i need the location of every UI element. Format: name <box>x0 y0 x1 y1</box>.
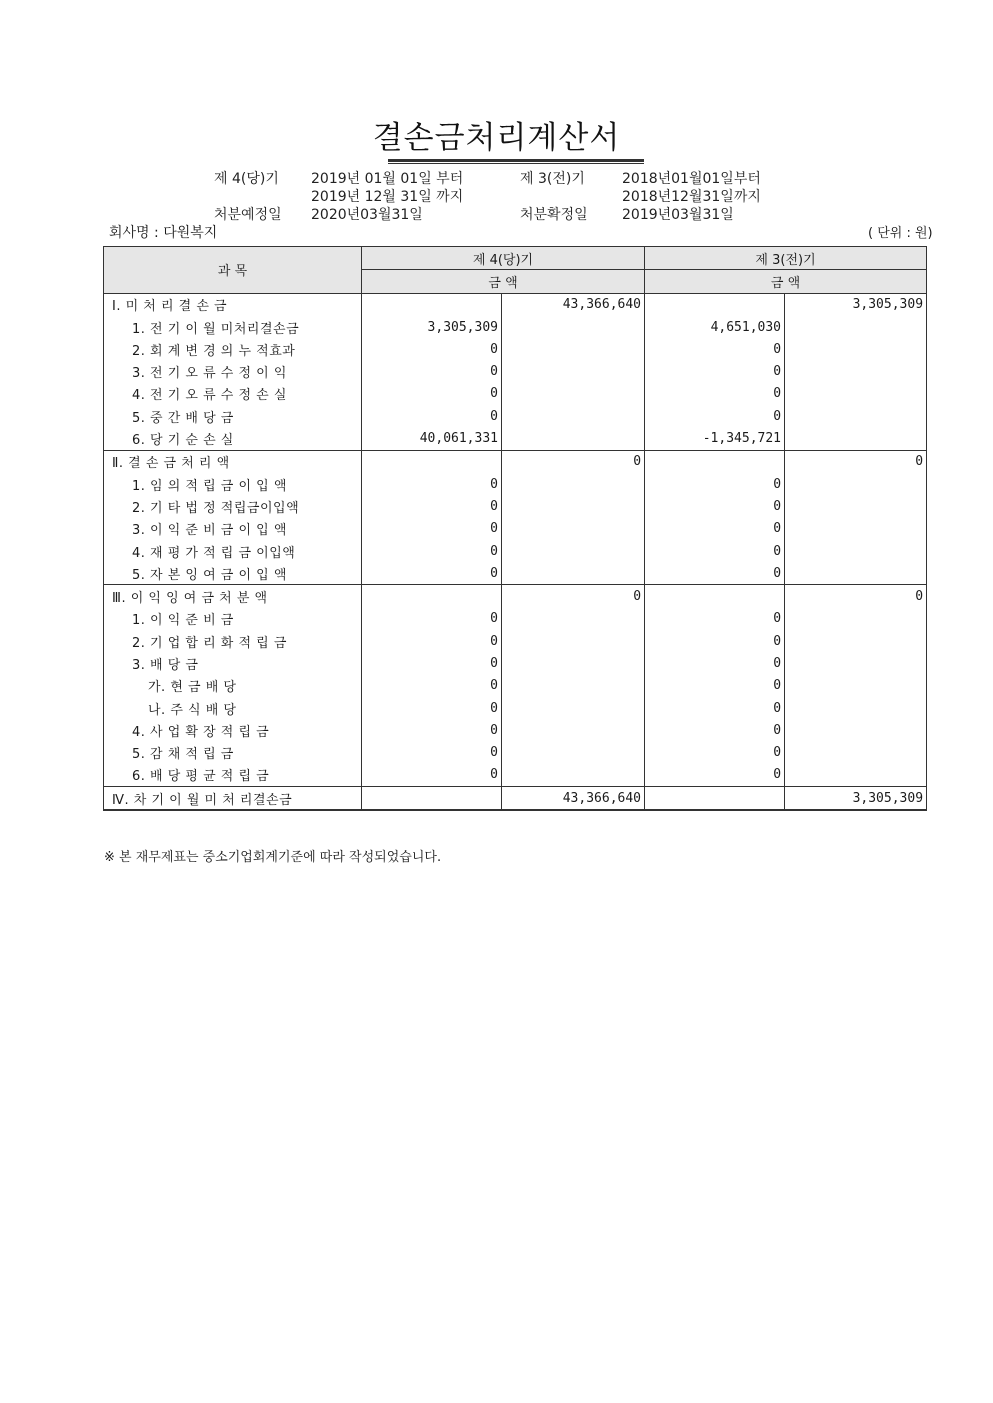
current-sub-amount <box>362 787 502 811</box>
prior-total-amount <box>785 652 927 674</box>
current-disposal-date: 2020년03월31일 <box>311 207 423 223</box>
current-total-amount <box>502 742 645 764</box>
row-label: 2. 기 타 법 정 적립금이입액 <box>104 495 362 517</box>
row-label: 2. 기 업 합 리 화 적 립 금 <box>104 630 362 652</box>
prior-total-amount: 0 <box>785 450 927 473</box>
current-total-amount <box>502 473 645 495</box>
prior-sub-amount: 0 <box>645 518 785 540</box>
prior-total-amount <box>785 405 927 427</box>
row-label: Ⅲ. 이 익 잉 여 금 처 분 액 <box>104 585 362 608</box>
prior-total-amount <box>785 697 927 719</box>
current-period-from: 2019년 01월 01일 부터 <box>311 171 464 187</box>
current-total-amount <box>502 405 645 427</box>
table-row <box>104 316 927 338</box>
row-label: 1. 전 기 이 월 미처리결손금 <box>104 316 362 338</box>
statement-table <box>103 246 927 811</box>
row-label: 3. 전 기 오 류 수 정 이 익 <box>104 360 362 382</box>
prior-total-amount <box>785 608 927 630</box>
current-amount-header: 금 액 <box>362 270 645 293</box>
current-sub-amount: 0 <box>362 495 502 517</box>
prior-total-amount <box>785 719 927 741</box>
prior-total-amount <box>785 675 927 697</box>
footnote: ※ 본 재무제표는 중소기업회계기준에 따라 작성되었습니다. <box>104 850 442 865</box>
prior-sub-amount: -1,345,721 <box>645 427 785 450</box>
prior-total-amount <box>785 383 927 405</box>
current-total-amount <box>502 697 645 719</box>
table-row <box>104 293 927 316</box>
row-label: Ⅱ. 결 손 금 처 리 액 <box>104 450 362 473</box>
table-row <box>104 540 927 562</box>
prior-sub-amount: 0 <box>645 697 785 719</box>
current-total-amount <box>502 518 645 540</box>
current-total-amount <box>502 427 645 450</box>
row-label: 5. 자 본 잉 여 금 이 입 액 <box>104 562 362 585</box>
current-sub-amount: 0 <box>362 473 502 495</box>
table-row <box>104 562 927 585</box>
current-sub-amount <box>362 585 502 608</box>
current-sub-amount: 0 <box>362 518 502 540</box>
col-subject-header: 과 목 <box>104 247 362 294</box>
prior-sub-amount: 0 <box>645 562 785 585</box>
current-sub-amount: 0 <box>362 764 502 787</box>
prior-total-amount <box>785 495 927 517</box>
prior-total-amount <box>785 562 927 585</box>
col-current-header: 제 4(당)기 <box>362 247 645 270</box>
row-label: 6. 배 당 평 균 적 립 금 <box>104 764 362 787</box>
current-total-amount <box>502 338 645 360</box>
company-name: 회사명 : 다원복지 <box>109 225 218 241</box>
current-total-amount <box>502 383 645 405</box>
title-underline <box>388 159 644 162</box>
table-row <box>104 585 927 608</box>
current-disposal-label: 처분예정일 <box>214 207 282 223</box>
table-header-row <box>104 247 927 270</box>
current-sub-amount: 0 <box>362 630 502 652</box>
row-label: 1. 임 의 적 립 금 이 입 액 <box>104 473 362 495</box>
prior-period-from: 2018년01월01일부터 <box>622 171 761 187</box>
table-row <box>104 608 927 630</box>
table-row <box>104 338 927 360</box>
title-underline-thin <box>388 163 644 164</box>
prior-total-amount <box>785 518 927 540</box>
table-row <box>104 630 927 652</box>
current-total-amount <box>502 764 645 787</box>
row-label: 4. 재 평 가 적 립 금 이입액 <box>104 540 362 562</box>
row-label: 3. 배 당 금 <box>104 652 362 674</box>
prior-total-amount <box>785 630 927 652</box>
row-label: 5. 감 채 적 립 금 <box>104 742 362 764</box>
document-title: 결손금처리계산서 <box>372 120 621 156</box>
prior-total-amount <box>785 316 927 338</box>
prior-sub-amount: 0 <box>645 405 785 427</box>
table-row <box>104 764 927 787</box>
prior-sub-amount <box>645 585 785 608</box>
table-row <box>104 652 927 674</box>
current-period-label: 제 4(당)기 <box>214 171 279 187</box>
current-total-amount <box>502 608 645 630</box>
table-row <box>104 427 927 450</box>
prior-sub-amount: 0 <box>645 383 785 405</box>
row-label: 나. 주 식 배 당 <box>104 697 362 719</box>
current-total-amount <box>502 719 645 741</box>
table-row <box>104 360 927 382</box>
current-total-amount: 0 <box>502 585 645 608</box>
prior-sub-amount: 0 <box>645 652 785 674</box>
prior-period-label: 제 3(전)기 <box>520 171 585 187</box>
current-sub-amount: 3,305,309 <box>362 316 502 338</box>
current-total-amount: 0 <box>502 450 645 473</box>
current-sub-amount <box>362 450 502 473</box>
prior-disposal-date: 2019년03월31일 <box>622 207 734 223</box>
prior-sub-amount <box>645 787 785 811</box>
current-sub-amount: 0 <box>362 608 502 630</box>
prior-total-amount: 3,305,309 <box>785 293 927 316</box>
table-row <box>104 742 927 764</box>
current-sub-amount: 0 <box>362 562 502 585</box>
current-sub-amount: 0 <box>362 675 502 697</box>
prior-total-amount: 3,305,309 <box>785 787 927 811</box>
current-total-amount <box>502 675 645 697</box>
table-row <box>104 450 927 473</box>
current-total-amount <box>502 316 645 338</box>
current-sub-amount: 0 <box>362 383 502 405</box>
prior-sub-amount: 0 <box>645 742 785 764</box>
prior-sub-amount: 0 <box>645 495 785 517</box>
table-row <box>104 719 927 741</box>
prior-total-amount <box>785 473 927 495</box>
prior-sub-amount: 0 <box>645 473 785 495</box>
current-total-amount: 43,366,640 <box>502 787 645 811</box>
row-label: 4. 사 업 확 장 적 립 금 <box>104 719 362 741</box>
current-period-to: 2019년 12월 31일 까지 <box>311 189 464 205</box>
current-sub-amount: 0 <box>362 697 502 719</box>
prior-total-amount: 0 <box>785 585 927 608</box>
current-total-amount <box>502 562 645 585</box>
row-label: Ⅳ. 차 기 이 월 미 처 리결손금 <box>104 787 362 811</box>
prior-sub-amount: 0 <box>645 338 785 360</box>
row-label: 6. 당 기 순 손 실 <box>104 427 362 450</box>
current-sub-amount: 0 <box>362 540 502 562</box>
row-label: Ⅰ. 미 처 리 결 손 금 <box>104 293 362 316</box>
current-total-amount <box>502 652 645 674</box>
unit-label: ( 단위 : 원) <box>868 226 933 241</box>
current-total-amount <box>502 540 645 562</box>
table-body <box>104 293 927 810</box>
prior-sub-amount: 0 <box>645 360 785 382</box>
prior-total-amount <box>785 360 927 382</box>
current-sub-amount: 0 <box>362 719 502 741</box>
prior-amount-header: 금 액 <box>645 270 927 293</box>
table-row <box>104 383 927 405</box>
prior-sub-amount: 0 <box>645 719 785 741</box>
prior-sub-amount: 0 <box>645 630 785 652</box>
prior-sub-amount <box>645 293 785 316</box>
current-total-amount <box>502 630 645 652</box>
current-sub-amount: 0 <box>362 360 502 382</box>
current-sub-amount: 40,061,331 <box>362 427 502 450</box>
table-row <box>104 675 927 697</box>
prior-sub-amount: 4,651,030 <box>645 316 785 338</box>
current-total-amount <box>502 495 645 517</box>
table-row <box>104 518 927 540</box>
table-row <box>104 787 927 811</box>
table-row <box>104 473 927 495</box>
table-row <box>104 697 927 719</box>
current-sub-amount: 0 <box>362 405 502 427</box>
current-total-amount <box>502 360 645 382</box>
prior-total-amount <box>785 427 927 450</box>
prior-period-to: 2018년12월31일까지 <box>622 189 761 205</box>
prior-total-amount <box>785 742 927 764</box>
prior-total-amount <box>785 338 927 360</box>
current-sub-amount: 0 <box>362 652 502 674</box>
prior-disposal-label: 처분확정일 <box>520 207 588 223</box>
current-sub-amount: 0 <box>362 338 502 360</box>
prior-sub-amount <box>645 450 785 473</box>
prior-sub-amount: 0 <box>645 675 785 697</box>
row-label: 3. 이 익 준 비 금 이 입 액 <box>104 518 362 540</box>
current-total-amount: 43,366,640 <box>502 293 645 316</box>
prior-sub-amount: 0 <box>645 540 785 562</box>
row-label: 5. 중 간 배 당 금 <box>104 405 362 427</box>
prior-total-amount <box>785 764 927 787</box>
col-prior-header: 제 3(전)기 <box>645 247 927 270</box>
row-label: 2. 회 계 변 경 의 누 적효과 <box>104 338 362 360</box>
row-label: 4. 전 기 오 류 수 정 손 실 <box>104 383 362 405</box>
table-row <box>104 495 927 517</box>
current-sub-amount <box>362 293 502 316</box>
prior-total-amount <box>785 540 927 562</box>
prior-sub-amount: 0 <box>645 764 785 787</box>
table-row <box>104 405 927 427</box>
current-sub-amount: 0 <box>362 742 502 764</box>
row-label: 1. 이 익 준 비 금 <box>104 608 362 630</box>
prior-sub-amount: 0 <box>645 608 785 630</box>
row-label: 가. 현 금 배 당 <box>104 675 362 697</box>
